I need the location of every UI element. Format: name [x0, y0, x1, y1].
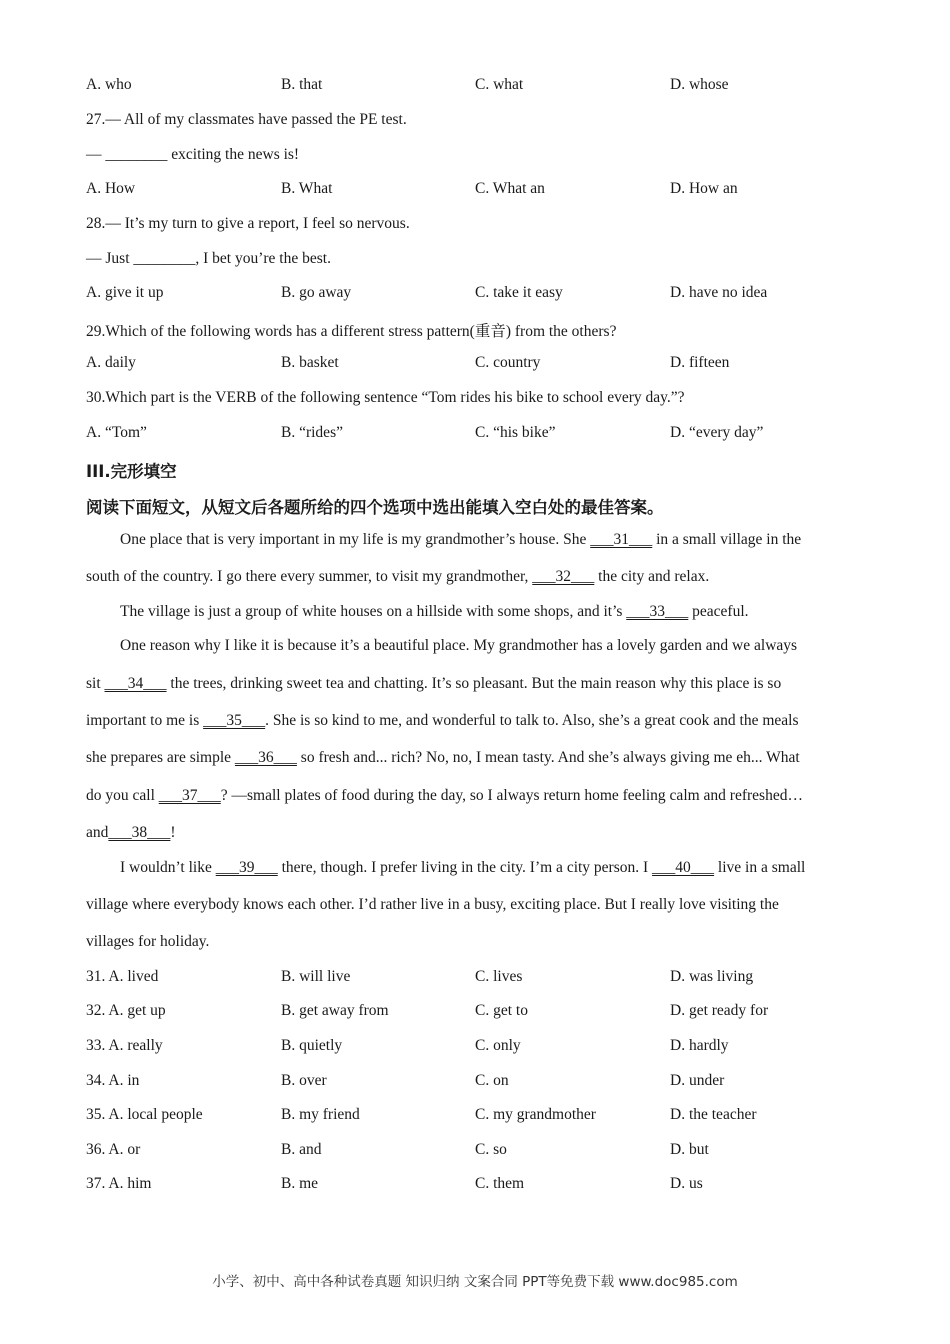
passage-line	[86, 749, 862, 767]
option-a: 36. A. or	[86, 1141, 141, 1158]
blank-39: ___39___	[215, 859, 278, 876]
answer-options-37	[86, 1175, 866, 1197]
blank-40: ___40___	[652, 859, 715, 876]
passage-text: the city and relax.	[594, 568, 710, 585]
passage-line	[86, 859, 896, 877]
option-d: D. get ready for	[670, 1002, 769, 1019]
option-b: B. “rides”	[281, 424, 343, 441]
option-c: C. get to	[475, 1002, 528, 1019]
passage-text: important to me is	[86, 712, 204, 729]
q27-options	[86, 180, 866, 202]
option-b: B. get away from	[281, 1002, 389, 1019]
option-b: B. my friend	[281, 1106, 360, 1123]
option-b: B. will live	[281, 968, 351, 985]
passage-text: south of the country. I go there every summer, to visit my grandmother,	[86, 568, 533, 585]
option-d: D. was living	[670, 968, 754, 985]
option-b: B. quietly	[281, 1037, 343, 1054]
option-b: B. me	[281, 1175, 319, 1192]
option-b: B. basket	[281, 354, 339, 371]
q27-stem: 27.— All of my classmates have passed the PE test.	[86, 111, 407, 128]
passage-text: I wouldn’t like	[120, 859, 216, 876]
passage-line	[86, 675, 862, 693]
option-c: C. them	[475, 1175, 525, 1192]
passage-text: there, though. I prefer living in the city. I’m a city person. I	[277, 859, 653, 876]
blank-33: ___33___	[626, 603, 689, 620]
option-b: B. over	[281, 1072, 327, 1089]
option-a: 37. A. him	[86, 1175, 152, 1192]
option-c: C. take it easy	[475, 284, 563, 301]
blank-38: ___38___	[108, 824, 171, 841]
answer-options-33	[86, 1037, 866, 1059]
passage-text: sit	[86, 675, 105, 692]
passage-line	[86, 712, 862, 730]
option-a: A. daily	[86, 354, 136, 371]
passage-text: !	[170, 824, 176, 841]
option-d: D. us	[670, 1175, 703, 1192]
option-c: C. so	[475, 1141, 507, 1158]
q27-reply: — ________ exciting the news is!	[86, 146, 300, 163]
option-c: C. what	[475, 76, 524, 93]
q30-stem: 30.Which part is the VERB of the following sentence “Tom rides his bike to school every day.”?	[86, 389, 685, 406]
option-d: D. but	[670, 1141, 709, 1158]
q29-stem: 29.Which of the following words has a different stress pattern(重音) from the others?	[86, 323, 617, 340]
option-a: 33. A. really	[86, 1037, 163, 1054]
option-d: D. fifteen	[670, 354, 730, 371]
option-d: D. whose	[670, 76, 729, 93]
passage-line	[86, 531, 896, 549]
passage-text: she prepares are simple	[86, 749, 235, 766]
q30-options	[86, 424, 866, 446]
option-a: A. give it up	[86, 284, 164, 301]
blank-31: ___31___	[590, 531, 653, 548]
option-d: D. the teacher	[670, 1106, 757, 1123]
passage-text: and	[86, 824, 109, 841]
option-d: D. hardly	[670, 1037, 729, 1054]
answer-options-32	[86, 1002, 866, 1024]
option-d: D. How an	[670, 180, 738, 197]
blank-34: ___34___	[104, 675, 167, 692]
option-b: B. go away	[281, 284, 352, 301]
answer-options-35	[86, 1106, 866, 1128]
passage-text: do you call	[86, 787, 159, 804]
passage-line	[86, 933, 862, 951]
passage-text: live in a small	[714, 859, 806, 876]
passage-line	[86, 787, 862, 805]
blank-32: ___32___	[532, 568, 595, 585]
q28-reply: — Just ________, I bet you’re the best.	[86, 250, 331, 267]
option-a: 34. A. in	[86, 1072, 140, 1089]
option-a: A. who	[86, 76, 132, 93]
answer-options-36	[86, 1141, 866, 1163]
section-instruction: 阅读下面短文，从短文后各题所给的四个选项中选出能填入空白处的最佳答案。	[86, 498, 664, 517]
passage-line	[86, 637, 896, 655]
passage-line	[86, 824, 862, 842]
passage-text: One reason why I like it is because it’s a beautiful place. My grandmother has a lovely garden and we always	[120, 637, 798, 654]
option-c: C. country	[475, 354, 541, 371]
passage-text: The village is just a group of white houses on a hillside with some shops, and it’s	[120, 603, 627, 620]
option-a: A. How	[86, 180, 136, 197]
option-c: C. “his bike”	[475, 424, 556, 441]
blank-35: ___35___	[203, 712, 266, 729]
option-d: D. “every day”	[670, 424, 764, 441]
page-footer: 小学、初中、高中各种试卷真题 知识归纳 文案合同 PPT等免费下载 www.doc985.com	[212, 1274, 738, 1290]
q28-options	[86, 284, 866, 306]
passage-text: villages for holiday.	[86, 933, 210, 950]
option-a: 35. A. local people	[86, 1106, 203, 1123]
option-a: 32. A. get up	[86, 1002, 166, 1019]
passage-text: peaceful.	[688, 603, 749, 620]
q29-options	[86, 354, 866, 376]
option-c: C. What an	[475, 180, 545, 197]
passage-text: ? —small plates of food during the day, so I always return home feeling calm and refreshed…	[220, 787, 803, 804]
option-b: B. and	[281, 1141, 322, 1158]
passage-text: One place that is very important in my life is my grandmother’s house. She	[120, 531, 591, 548]
option-c: C. lives	[475, 968, 523, 985]
passage-line	[86, 568, 862, 586]
option-c: C. on	[475, 1072, 509, 1089]
section-title: III.完形填空	[86, 462, 177, 481]
option-d: D. have no idea	[670, 284, 768, 301]
passage-text: the trees, drinking sweet tea and chatting. It’s so pleasant. But the main reason why this place is so	[166, 675, 782, 692]
passage-line	[86, 896, 862, 914]
option-a: A. “Tom”	[86, 424, 147, 441]
option-a: 31. A. lived	[86, 968, 159, 985]
option-b: B. What	[281, 180, 333, 197]
q26-options	[86, 76, 866, 98]
passage-text: in a small village in the	[652, 531, 802, 548]
passage-line	[86, 603, 896, 621]
q28-stem: 28.— It’s my turn to give a report, I feel so nervous.	[86, 215, 410, 232]
answer-options-34	[86, 1072, 866, 1094]
option-c: C. only	[475, 1037, 521, 1054]
option-d: D. under	[670, 1072, 725, 1089]
option-b: B. that	[281, 76, 323, 93]
blank-37: ___37___	[158, 787, 221, 804]
option-c: C. my grandmother	[475, 1106, 596, 1123]
passage-text: . She is so kind to me, and wonderful to talk to. Also, she’s a great cook and the meals	[265, 712, 799, 729]
passage-text: so fresh and... rich? No, no, I mean tasty. And she’s always giving me eh... What	[296, 749, 800, 766]
answer-options-31	[86, 968, 866, 990]
blank-36: ___36___	[234, 749, 297, 766]
passage-text: village where everybody knows each other. I’d rather live in a busy, exciting place. But I really love visiting the	[86, 896, 779, 913]
